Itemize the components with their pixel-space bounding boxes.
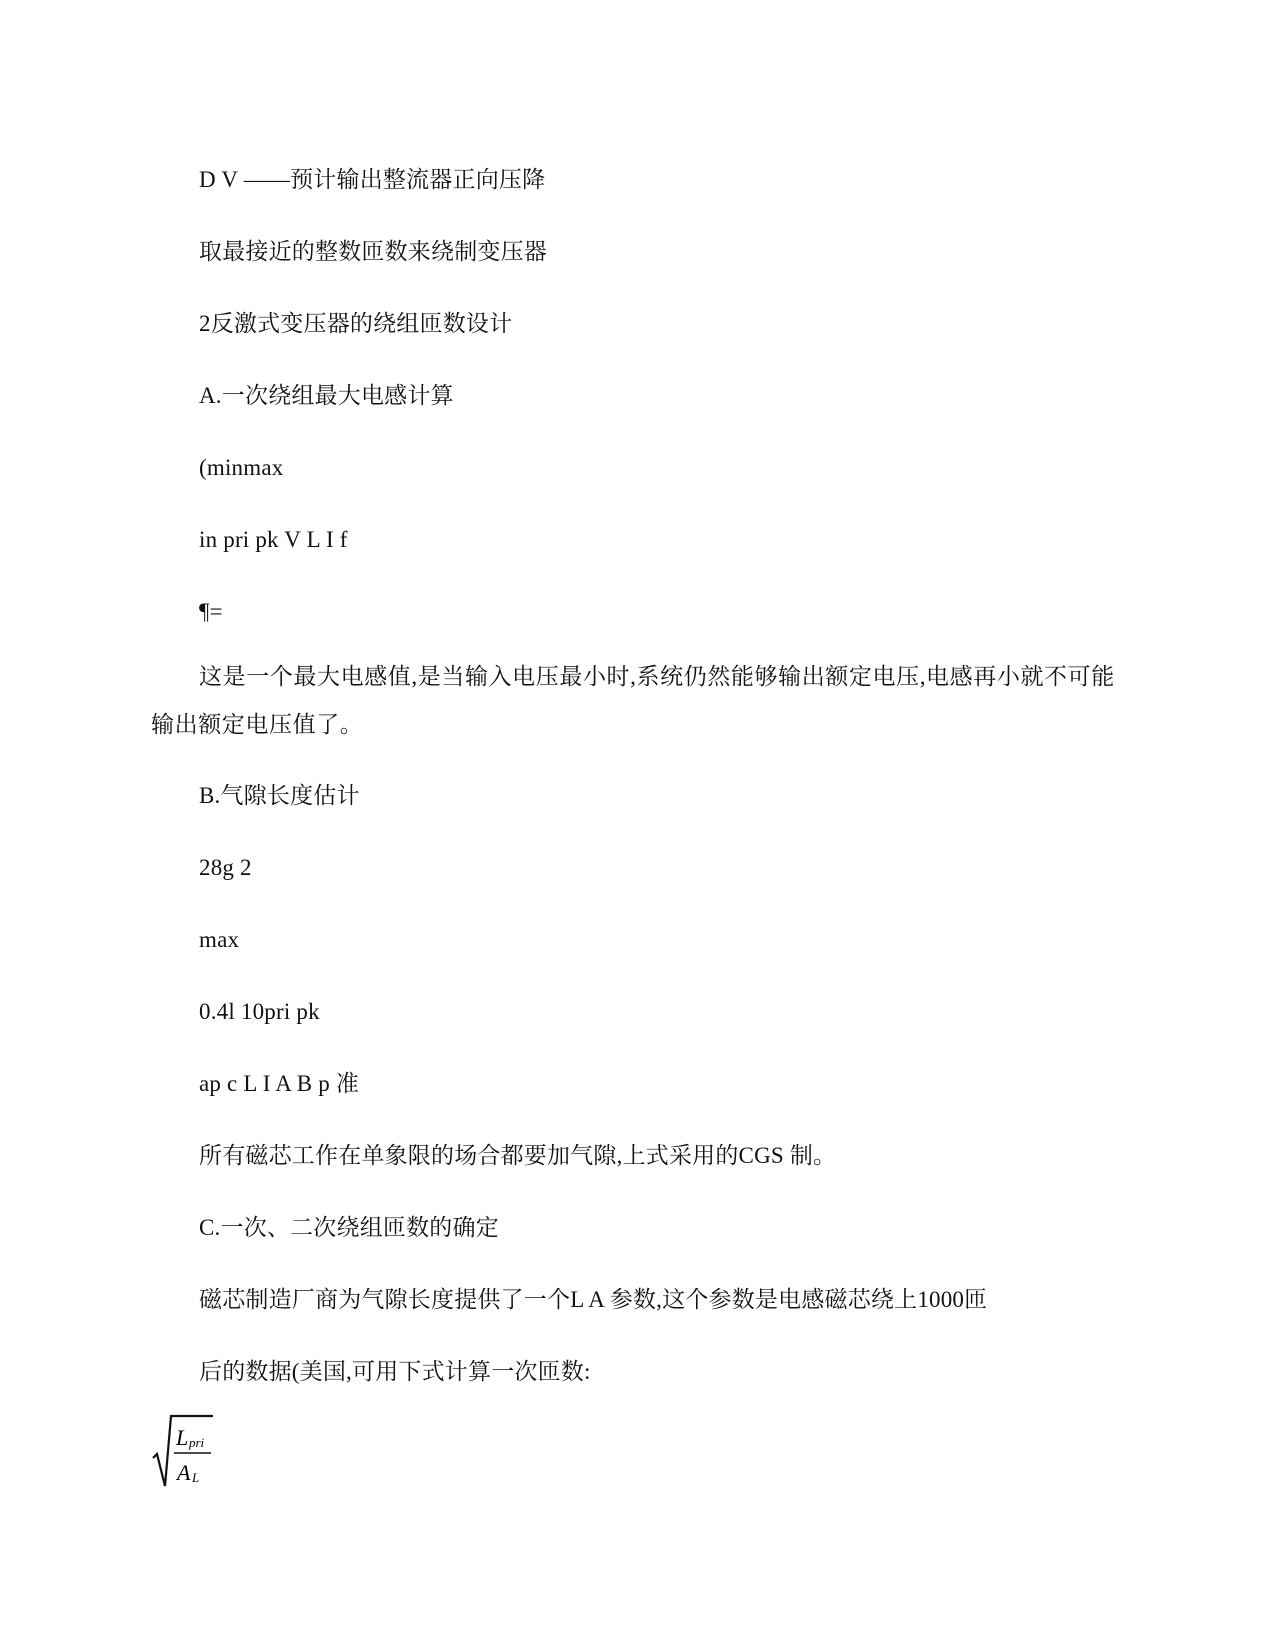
text-line-turns: 取最接近的整数匝数来绕制变压器 [199,239,547,264]
numerator-main: L [176,1425,189,1450]
formula-fragment-5: max [199,927,240,952]
denominator-main: A [177,1460,191,1485]
formula-fragment-2: in pri pk V L I f [199,527,348,552]
body-paragraph: 这是一个最大电感值,是当输入电压最小时,系统仍然能够输出额定电压,电感再小就不可能输出额定电压值了。 [151,664,1115,737]
formula-fragment-6: 0.4l 10pri pk [199,999,320,1024]
formula-fragment-1: (minmax [199,455,284,480]
formula-fragment-4: 28g 2 [199,855,252,880]
subheading-b: B.气隙长度估计 [199,783,360,808]
text-line-dv: D V ——预计输出整流器正向压降 [199,167,546,192]
text-line-al-param: 磁芯制造厂商为气隙长度提供了一个L A 参数,这个参数是电感磁芯绕上1000匝 [199,1287,988,1312]
subheading-a: A.一次绕组最大电感计算 [199,383,454,408]
text-line-gap-note: 所有磁芯工作在单象限的场合都要加气隙,上式采用的CGS 制。 [199,1143,837,1168]
formula-fragment-7: ap c L I A B p 准 [199,1071,360,1096]
section-heading-flyback: 2反激式变压器的绕组匝数设计 [199,311,513,336]
subheading-c: C.一次、二次绕组匝数的确定 [199,1215,499,1240]
sqrt-formula-image [151,1414,215,1492]
numerator-sub: pri [189,1435,205,1450]
denominator-sub: L [192,1470,200,1485]
sqrt-formula-svg [151,1414,215,1492]
text-line-calc-turns: 后的数据(美国,可用下式计算一次匝数: [199,1359,591,1384]
formula-fragment-3: ¶= [199,599,223,624]
